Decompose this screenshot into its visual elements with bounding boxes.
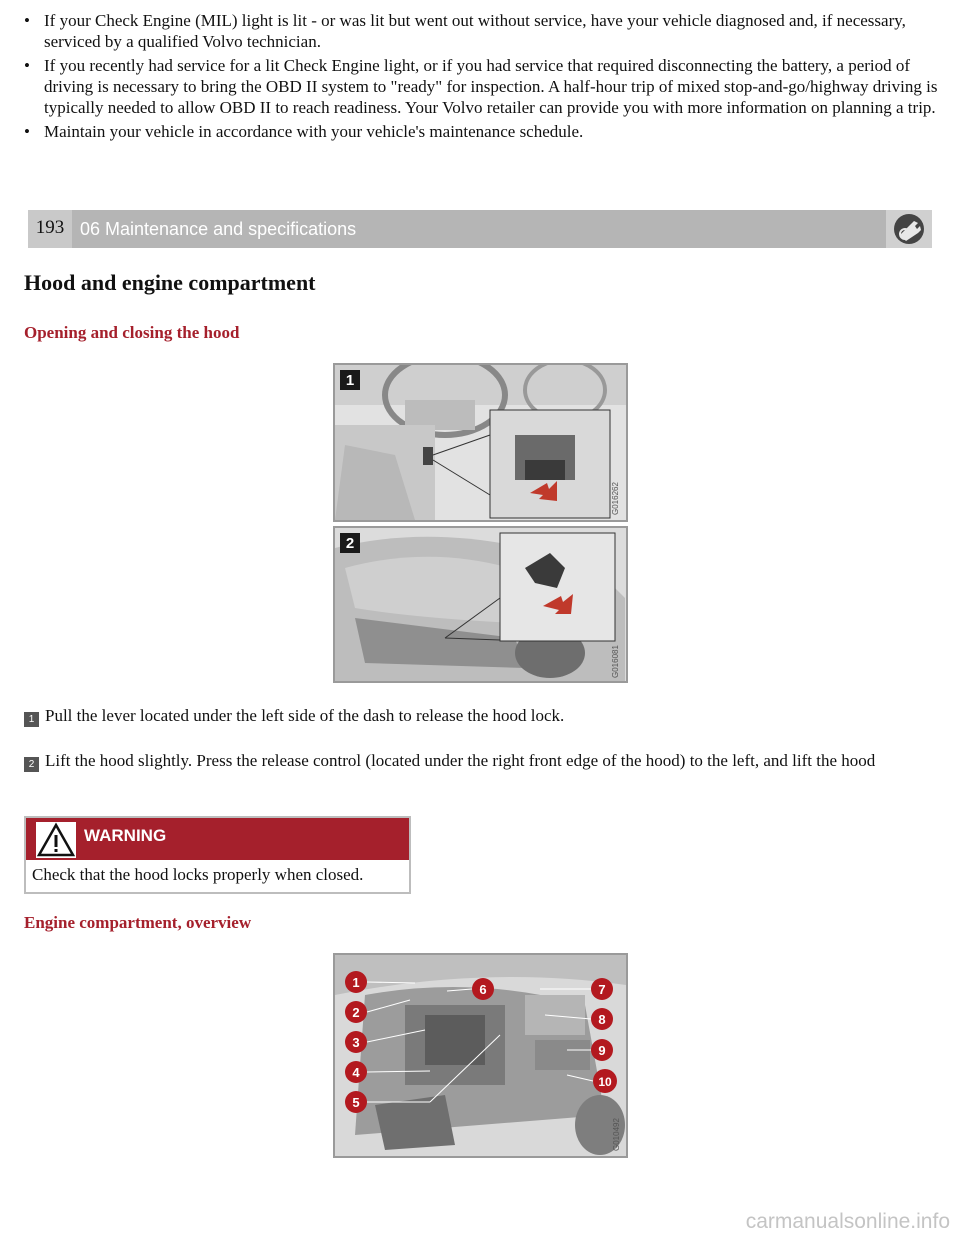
engine-compartment-image — [333, 953, 628, 1158]
callout-5: 5 — [352, 1095, 360, 1110]
step-2: 2 Lift the hood slightly. Press the release control (located under the right front edge of the hood) to the left, and lift the hood — [24, 748, 934, 773]
callout-9: 9 — [598, 1043, 606, 1058]
hood-lever-image — [333, 363, 628, 522]
callout-3: 3 — [352, 1035, 360, 1050]
section-title: 06 Maintenance and specifications — [80, 219, 357, 239]
watermark-left — [3, 420, 43, 840]
warning-label: WARNING — [84, 826, 167, 845]
step-2-icon: 2 — [24, 757, 39, 772]
list-item: • Maintain your vehicle in accordance with your vehicle's maintenance schedule. — [24, 122, 584, 141]
callout-1: 1 — [352, 975, 360, 990]
page-number: 193 — [28, 210, 72, 248]
hood-release-image — [333, 526, 628, 683]
bullet-list — [24, 10, 939, 145]
section-header-bar — [28, 210, 932, 248]
wrench-gear-icon — [886, 210, 932, 248]
step-1: 1 Pull the lever located under the left side of the dash to release the hood lock. — [24, 703, 934, 728]
callout-4: 4 — [352, 1065, 360, 1080]
panel-1-label: 1 — [345, 372, 355, 389]
page-title: Hood and engine compartment — [24, 270, 316, 295]
callout-6: 6 — [479, 982, 487, 997]
callout-7: 7 — [598, 982, 606, 997]
callout-10: 10 — [598, 1075, 612, 1089]
callout-8: 8 — [598, 1012, 606, 1027]
step-1-icon: 1 — [24, 712, 39, 727]
warning-icon — [36, 822, 76, 858]
callout-2: 2 — [352, 1005, 360, 1020]
subheading-engine-overview: Engine compartment, overview — [24, 913, 252, 932]
figure-code: G016081 — [611, 645, 620, 678]
warning-box — [24, 816, 411, 894]
list-item: • If your Check Engine (MIL) light is lit - or was lit but went out without service, have your vehicle diagnosed and, if necessary, serviced by a qualified Volvo technician. — [24, 11, 906, 51]
figure-code: G010492 — [612, 1118, 621, 1151]
subheading-opening-closing-hood: Opening and closing the hood — [24, 323, 240, 342]
panel-2-label: 2 — [345, 535, 355, 552]
list-item: • If you recently had service for a lit Check Engine light, or if you had service that required disconnecting the battery, a period of driving is necessary to bring the OBD II system to "ready" for inspection. A half-hour trip of mixed stop-and-go/highway driving is typically needed to allow OBD II to reach readiness. Your Volvo retailer can provide you with more information on planning a trip. — [24, 56, 938, 117]
figure-code: G016262 — [611, 482, 620, 515]
warning-text: Check that the hood locks properly when closed. — [32, 865, 364, 884]
watermark-bottom: carmanualsonline.info — [745, 1210, 950, 1233]
